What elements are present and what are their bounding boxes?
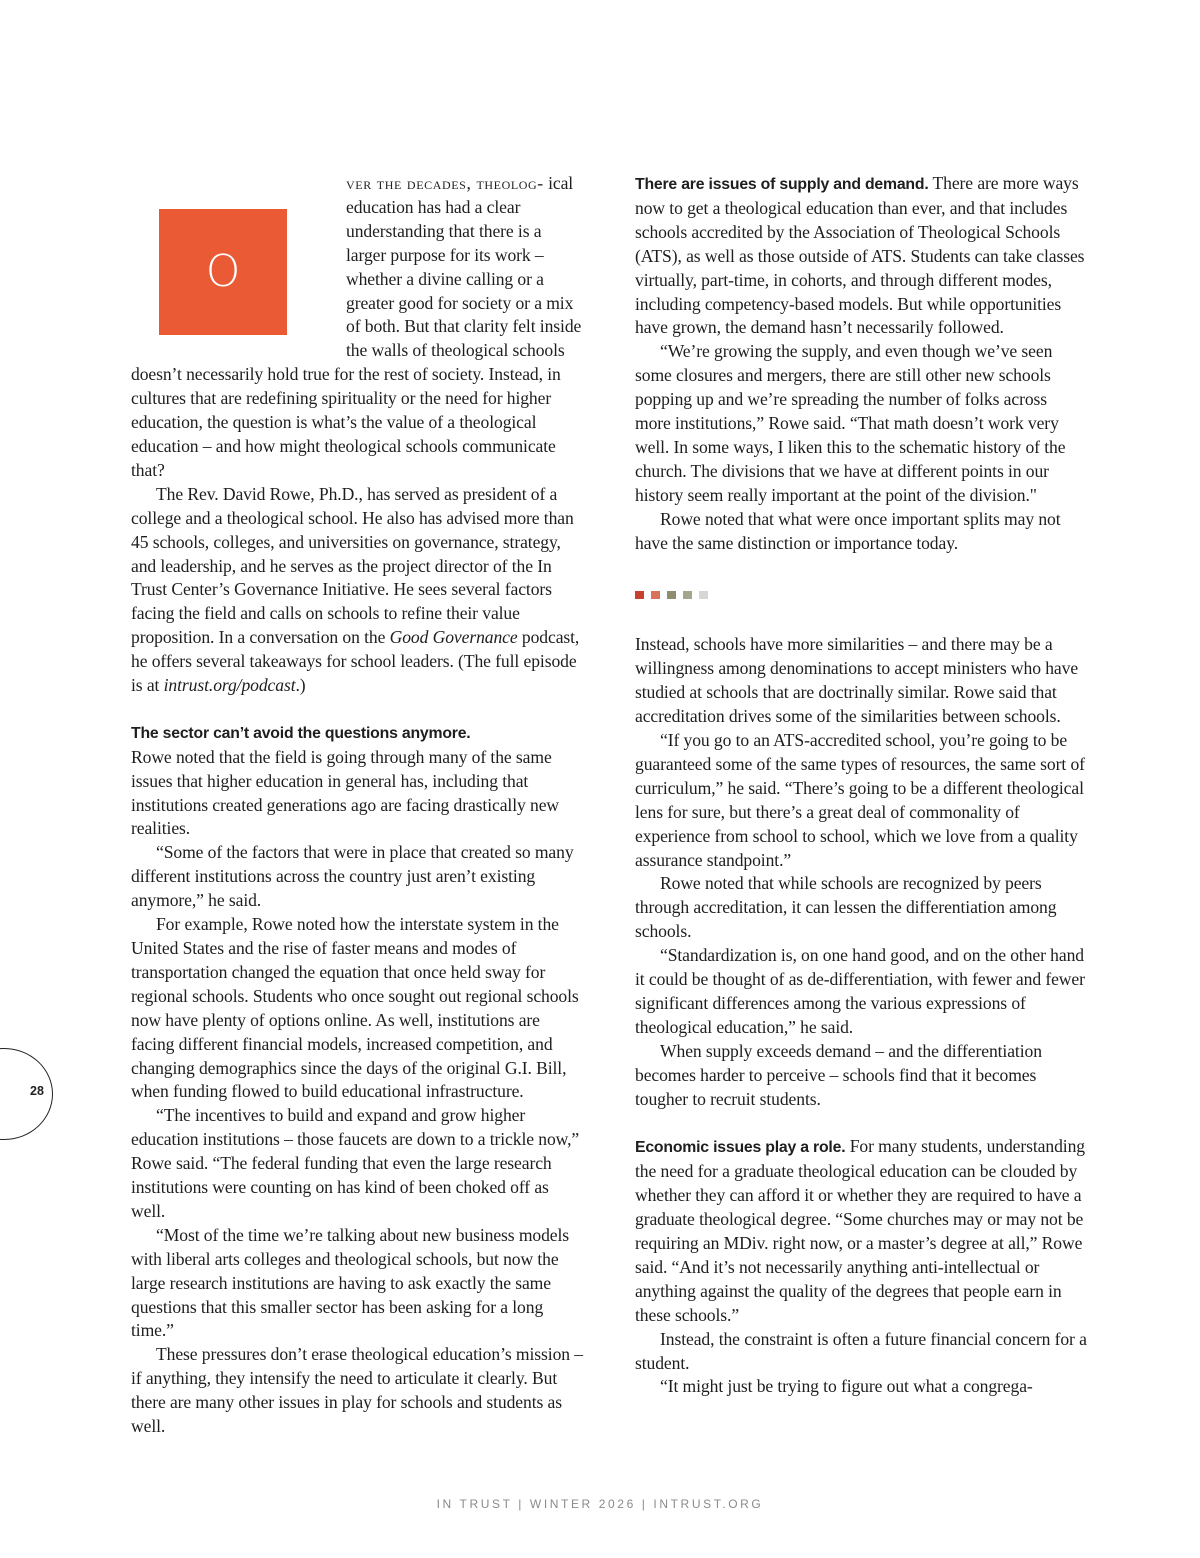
ornament-square bbox=[699, 591, 708, 599]
podcast-title: Good Governance bbox=[389, 627, 518, 648]
section-heading-economic: Economic issues play a role. bbox=[635, 1139, 846, 1157]
quote-paragraph: “Most of the time we’re talking about new business models with liberal arts colleges and theological schools, but now the large research institutions are having to ask exactly the same questions that this smaller sector has been asking for a long time.” bbox=[131, 1224, 570, 1341]
podcast-link[interactable]: intrust.org/podcast bbox=[163, 675, 296, 696]
page-footer: IN TRUST | WINTER 2026 | INTRUST.ORG bbox=[436, 1497, 764, 1511]
quote-paragraph: “Some of the factors that were in place that created so many different institutions across the country just aren’t existing anymore,” he said. bbox=[131, 842, 574, 911]
lede-text: ical education has had a clear understanding that there is a larger purpose for its work – whether a divine calling or a greater good for society or a mix of both. But that clarity felt inside the walls of theological schools doesn’t necessarily hold true for the rest of society. Instead, in cultures that are redefining spirituality or the need for higher education, the question is what’s the value of a theological education – and how might theological schools communicate that? bbox=[131, 173, 582, 480]
body-paragraph: Rowe noted that what were once important splits may not have the same distinction or importance today. bbox=[635, 508, 1061, 553]
page-number: 28 bbox=[30, 1084, 44, 1098]
left-column bbox=[131, 172, 583, 1439]
intro-text-end: .) bbox=[295, 675, 306, 696]
ornament-square bbox=[667, 591, 676, 599]
body-paragraph: When supply exceeds demand – and the differentiation becomes harder to perceive – schools find that it becomes tougher to recruit students. bbox=[635, 1040, 1042, 1109]
quote-paragraph: “It might just be trying to figure out what a congrega- bbox=[660, 1376, 1033, 1397]
body-paragraph: Rowe noted that the field is going through many of the same issues that higher education in general has, including that institutions created generations ago are facing drastically new realities. bbox=[131, 746, 560, 839]
supply-demand-paragraph bbox=[635, 172, 1087, 340]
quote-paragraph: “If you go to an ATS-accredited school, you’re going to be guaranteed some of the same types of resources, the same sort of curriculum,” he said. “There’s going to be a different theological lens for sure, but there’s a great deal of commonality of experience from school to school, which we love from a quality assurance standpoint.” bbox=[635, 730, 1085, 870]
quote-paragraph: “We’re growing the supply, and even though we’ve seen some closures and mergers, there are still other new schools popping up and we’re spreading the number of folks across more institutions,” Rowe said. “That math doesn’t work very well. In some ways, I liken this to the schematic history of the church. The divisions that we have at different points in our history seem really important at the point of the division." bbox=[635, 341, 1066, 505]
drop-cap-box bbox=[159, 209, 287, 335]
section-heading-supply: There are issues of supply and demand. bbox=[635, 176, 929, 193]
quote-paragraph: “The incentives to build and expand and grow higher education institutions – those faucets are down to a trickle now,” Rowe said. “The federal funding that even the large research institutions were counting on has kind of been choked off as well. bbox=[131, 1105, 580, 1221]
section-ornament bbox=[635, 591, 1087, 599]
ornament-square bbox=[651, 591, 660, 599]
economic-text: For many students, understanding the need for a graduate theological education can be clouded by whether they can afford it or whether they are required to have a graduate theological degree. “Some churches may or may not be requiring an MDiv. right now, or a master’s degree at all,” Rowe said. “And it’s not necessarily anything anti-intellectual or anything against the quality of the degrees that people earn in these schools.” bbox=[635, 1136, 1085, 1325]
supply-demand-text: There are more ways now to get a theological education than ever, and that includes schools accredited by the Association of Theological Schools (ATS), as well as those outside of ATS. Students can take classes virtually, part-time, in cohorts, and through different modes, including competency-based models. But while opportunities have grown, the demand hasn’t necessarily followed. bbox=[635, 173, 1085, 338]
drop-cap-letter: O bbox=[205, 246, 241, 297]
body-paragraph: These pressures don’t erase theological education’s mission – if anything, they intensify the need to articulate it clearly. But there are many other issues in play for schools and students as well. bbox=[131, 1344, 583, 1437]
right-column bbox=[635, 172, 1087, 1399]
page-number-circle bbox=[0, 1048, 53, 1140]
quote-paragraph: “Standardization is, on one hand good, and on the other hand it could be thought of as de-differentiation, with fewer and fewer significant differences among the various expressions of theological education,” he said. bbox=[635, 945, 1085, 1037]
body-paragraph: For example, Rowe noted how the interstate system in the United States and the rise of faster means and modes of transportation changed the equation that once held sway for regional schools. Students who once sought out regional schools now have plenty of options online. As well, institutions are facing different financial models, increased competition, and changing demographics since the days of the original G.I. Bill, when funding flowed to build educational infrastructure. bbox=[131, 914, 579, 1102]
economic-paragraph bbox=[635, 1135, 1087, 1327]
intro-text: The Rev. David Rowe, Ph.D., has served as president of a college and a theological school. He also has advised more than 45 schools, colleges, and universities on governance, strategy, and leadership, and he serves as the project director of the In Trust Center’s Governance Initiative. He sees several factors facing the field and calls on schools to refine their value proposition. In a conversation on the bbox=[131, 483, 574, 648]
body-paragraph: Instead, schools have more similarities – and there may be a willingness among denominations to accept ministers who have studied at schools that are doctrinally similar. Rowe said that accreditation drives some of the similarities between schools. bbox=[635, 634, 1079, 727]
body-paragraph: Rowe noted that while schools are recognized by peers through accreditation, it can lessen the differentiation among schools. bbox=[635, 873, 1057, 942]
lede-small-caps: ver the decades, theolog- bbox=[346, 173, 544, 193]
body-paragraph: Instead, the constraint is often a future financial concern for a student. bbox=[635, 1328, 1087, 1373]
intro-paragraph bbox=[131, 483, 583, 698]
intro-text-mid: podcast, he offers several takeaways for school leaders. (The full episode is at bbox=[131, 627, 580, 696]
ornament-square bbox=[635, 591, 644, 599]
section-heading-sector: The sector can’t avoid the questions anymore. bbox=[131, 724, 471, 742]
ornament-square bbox=[683, 591, 692, 599]
